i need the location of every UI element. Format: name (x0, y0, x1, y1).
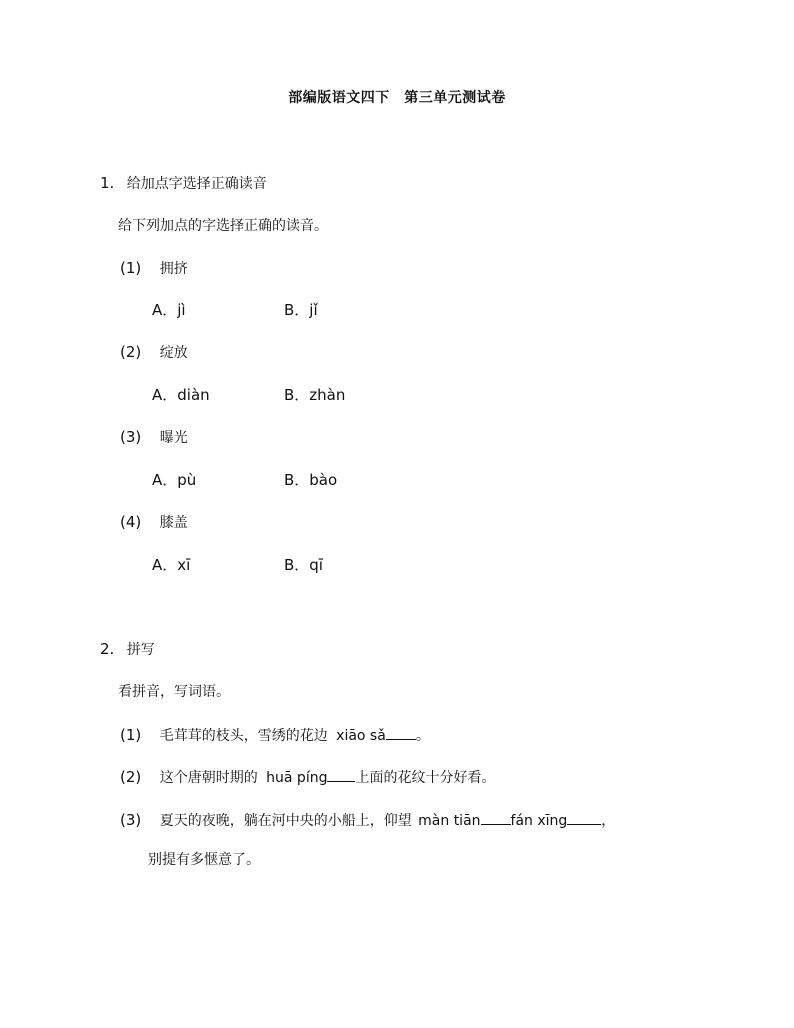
question-1-heading (100, 176, 267, 191)
question-2-title: 拼写 (126, 642, 155, 658)
q2-item-2 (120, 769, 495, 785)
q2-item-3-answer-blank-2[interactable] (567, 812, 601, 825)
q2-item-1-number: (1) (120, 726, 142, 744)
q2-item-3-number: (3) (120, 811, 142, 829)
q2-item-3-text: 夏天的夜晚，躺在河中央的小船上，仰望 (159, 813, 412, 829)
q2-item-2-text-after: 上面的花纹十分好看。 (355, 770, 496, 786)
q2-item-1-end: 。 (415, 728, 430, 744)
q2-item-1 (120, 727, 430, 743)
question-1-number: 1. (100, 174, 115, 192)
q2-item-1-text: 毛茸茸的枝头，雪绣的花边 (159, 728, 328, 744)
q1-item-4-word: 膝盖 (159, 515, 188, 531)
q1-item-2-number: (2) (120, 343, 142, 361)
q2-item-1-pinyin: xiāo sǎ (336, 728, 386, 744)
q1-item-3-option-b[interactable]: B．bào (284, 471, 338, 489)
q1-item-3-option-a[interactable]: A．pù (152, 471, 197, 489)
q2-item-3 (120, 812, 615, 828)
question-1-title: 给加点字选择正确读音 (126, 176, 267, 192)
q2-item-2-pinyin: huā píng (266, 770, 328, 786)
q1-item-1-number: (1) (120, 259, 142, 277)
q2-item-3-line-2: 别提有多惬意了。 (148, 852, 260, 868)
q1-item-1-option-a[interactable]: A．jì (152, 301, 186, 319)
q1-item-4 (120, 515, 188, 530)
q2-item-2-number: (2) (120, 768, 142, 786)
q1-item-3-number: (3) (120, 428, 142, 446)
q2-item-3-end: ， (601, 813, 616, 829)
q2-item-3-pinyin-1: màn tiān (418, 813, 481, 829)
question-2-number: 2. (100, 640, 115, 658)
document-title: 部编版语文四下 第三单元测试卷 (288, 90, 506, 106)
q2-item-2-text: 这个唐朝时期的 (159, 770, 258, 786)
q1-item-2-option-a[interactable]: A．diàn (152, 386, 210, 404)
q1-item-1 (120, 261, 188, 276)
question-2-instruction: 看拼音，写词语。 (118, 684, 230, 700)
q2-item-1-answer-blank[interactable] (386, 727, 416, 740)
q1-item-2 (120, 345, 188, 360)
q1-item-3 (120, 430, 188, 445)
question-2-heading (100, 642, 155, 657)
q2-item-3-pinyin-2: fán xīng (510, 813, 568, 829)
q1-item-4-number: (4) (120, 513, 142, 531)
q1-item-2-word: 绽放 (159, 345, 188, 361)
q1-item-1-option-b[interactable]: B．jǐ (284, 301, 318, 319)
q1-item-2-option-b[interactable]: B．zhàn (284, 386, 346, 404)
q1-item-4-option-b[interactable]: B．qī (284, 556, 323, 574)
q1-item-3-word: 曝光 (159, 430, 188, 446)
q1-item-1-word: 拥挤 (159, 261, 188, 277)
q1-item-4-option-a[interactable]: A．xī (152, 556, 191, 574)
q2-item-3-answer-blank-1[interactable] (481, 812, 511, 825)
question-1-instruction: 给下列加点的字选择正确的读音。 (118, 218, 328, 234)
q2-item-2-answer-blank[interactable] (327, 769, 355, 782)
